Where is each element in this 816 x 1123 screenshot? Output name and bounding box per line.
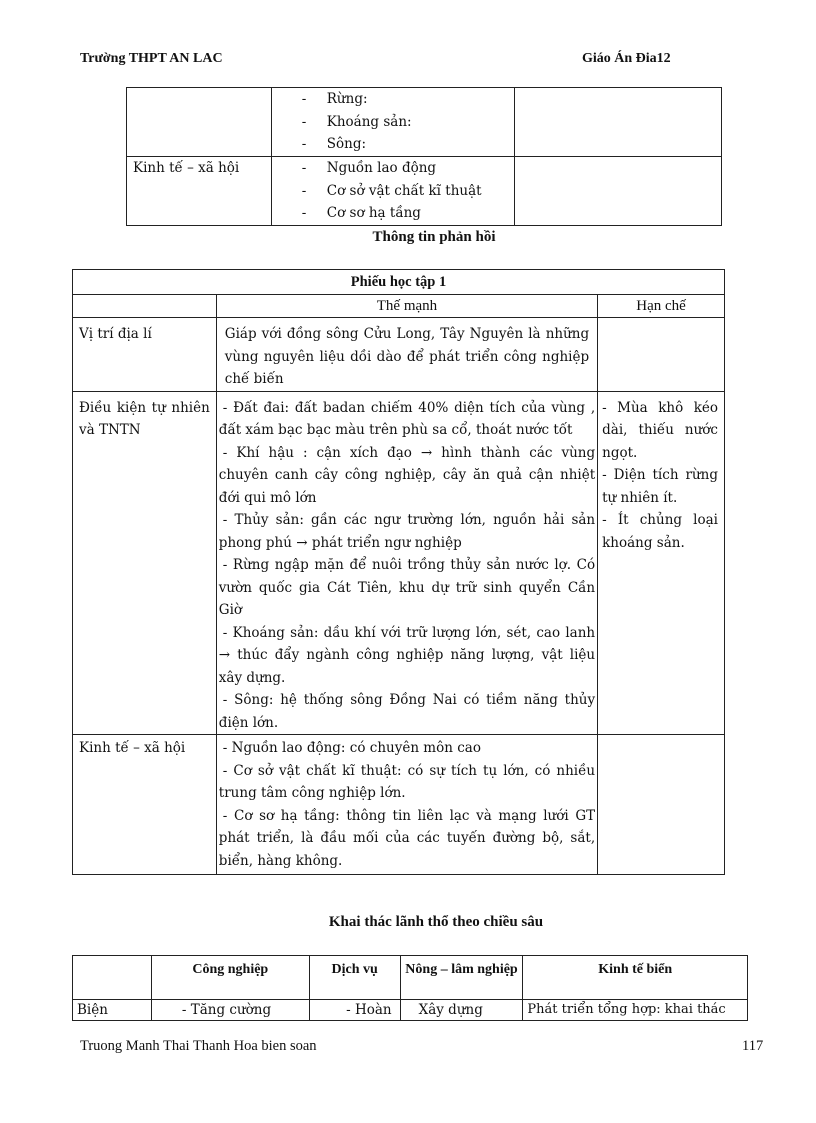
header-school: Trường THPT AN LAC	[80, 51, 223, 66]
list-item: - Ít chủng loại khoáng sản.	[602, 512, 718, 551]
list-item: - Khí hậu : cận xích đạo → hình thành các vùng chuyên canh cây công nghiệp, cây ăn quả cận nhiệt đới qui mô lớn	[218, 444, 596, 506]
table-row	[73, 735, 725, 875]
row-label: Kinh tế – xã hội	[133, 160, 240, 176]
column-header-strength: Thế mạnh	[216, 295, 597, 318]
column-header: Kinh tế biển	[523, 956, 748, 1000]
row-label: Kinh tế – xã hội	[79, 740, 186, 756]
feedback-title: Thông tin phản hồi	[372, 229, 496, 245]
list-item: - Nguồn lao động: có chuyên môn cao	[222, 740, 481, 756]
column-header-limit: Hạn chế	[598, 295, 725, 318]
table-row	[73, 1000, 748, 1021]
column-header: Nông – lâm nghiệp	[400, 956, 523, 1000]
list-item: - Thủy sản: gần các ngư trường lớn, nguồn hải sản phong phú → phát triển ngư nghiệp	[218, 512, 596, 551]
list-item: - Cơ sơ hạ tầng: thông tin liên lạc và mạng lưới GT phát triển, là đầu mối của các tuyến đường bộ, sắt, biển, hàng không.	[218, 807, 596, 869]
footer-author: Truong Manh Thai Thanh Hoa bien soan	[80, 1038, 317, 1054]
list-item: - Rừng:	[301, 91, 368, 107]
table-row	[73, 295, 725, 318]
list-item: - Cơ sở vật chất kĩ thuật	[301, 182, 482, 199]
list-item: - Mùa khô kéo dài, thiếu nước ngọt.	[602, 399, 718, 461]
column-header: Dịch vụ	[309, 956, 400, 1000]
depth-title: Khai thác lãnh thổ theo chiều sâu	[328, 914, 544, 930]
table-cell: Phát triển tổng hợp: khai thác	[523, 1000, 748, 1021]
list-item: - Diện tích rừng tự nhiên ít.	[602, 467, 718, 506]
list-item: - Khoáng sản:	[301, 113, 412, 130]
list-item: - Khoáng sản: dầu khí với trữ lượng lớn, sét, cao lanh → thúc đẩy ngành công nghiệp năng lượng, vật liệu xây dựng.	[218, 624, 596, 686]
sheet-title: Phiếu học tập 1	[73, 270, 725, 295]
header-lesson: Giáo Án Đia12	[582, 51, 671, 66]
page-number: 117	[742, 1038, 764, 1054]
table-row	[73, 318, 725, 392]
list-item: - Sông: hệ thống sông Đồng Nai có tiềm năng thủy điện lớn.	[218, 692, 596, 731]
table-cell: Xây dựng	[400, 1000, 523, 1021]
list-item: - Cơ sơ hạ tầng	[301, 205, 421, 221]
table-cell: - Tăng cường	[151, 1000, 309, 1021]
list-item: - Cơ sở vật chất kĩ thuật: có sự tích tụ lớn, có nhiều trung tâm công nghiệp lớn.	[218, 762, 596, 801]
list-item: - Đất đai: đất badan chiếm 40% diện tích của vùng , đất xám bạc bạc màu trên phù sa cổ, thoát nước tốt	[218, 399, 596, 438]
depth-table	[72, 955, 748, 1021]
list-item: - Nguồn lao động	[301, 160, 437, 176]
top-table	[126, 87, 722, 226]
table-cell: Biện	[73, 1000, 152, 1021]
list-item: - Sông:	[301, 136, 367, 152]
location-strength: Giáp với đồng sông Cửu Long, Tây Nguyên là những vùng nguyên liệu dồi dào để phát triển công nghiệp chế biến	[224, 326, 590, 387]
table-row	[73, 270, 725, 295]
worksheet-table	[72, 269, 725, 875]
column-header	[73, 956, 152, 1000]
table-row	[73, 956, 748, 1000]
row-label: Điều kiện tự nhiên và TNTN	[79, 399, 210, 438]
column-header: Công nghiệp	[151, 956, 309, 1000]
table-row	[73, 391, 725, 735]
table-row	[127, 157, 722, 226]
table-cell: - Hoàn	[309, 1000, 400, 1021]
list-item: - Rừng ngập mặn để nuôi trồng thủy sản nước lợ. Có vườn quốc gia Cát Tiên, khu dự trữ sinh quyển Cần Giờ	[218, 557, 596, 618]
table-row	[127, 88, 722, 157]
row-label: Vị trí địa lí	[79, 326, 152, 342]
